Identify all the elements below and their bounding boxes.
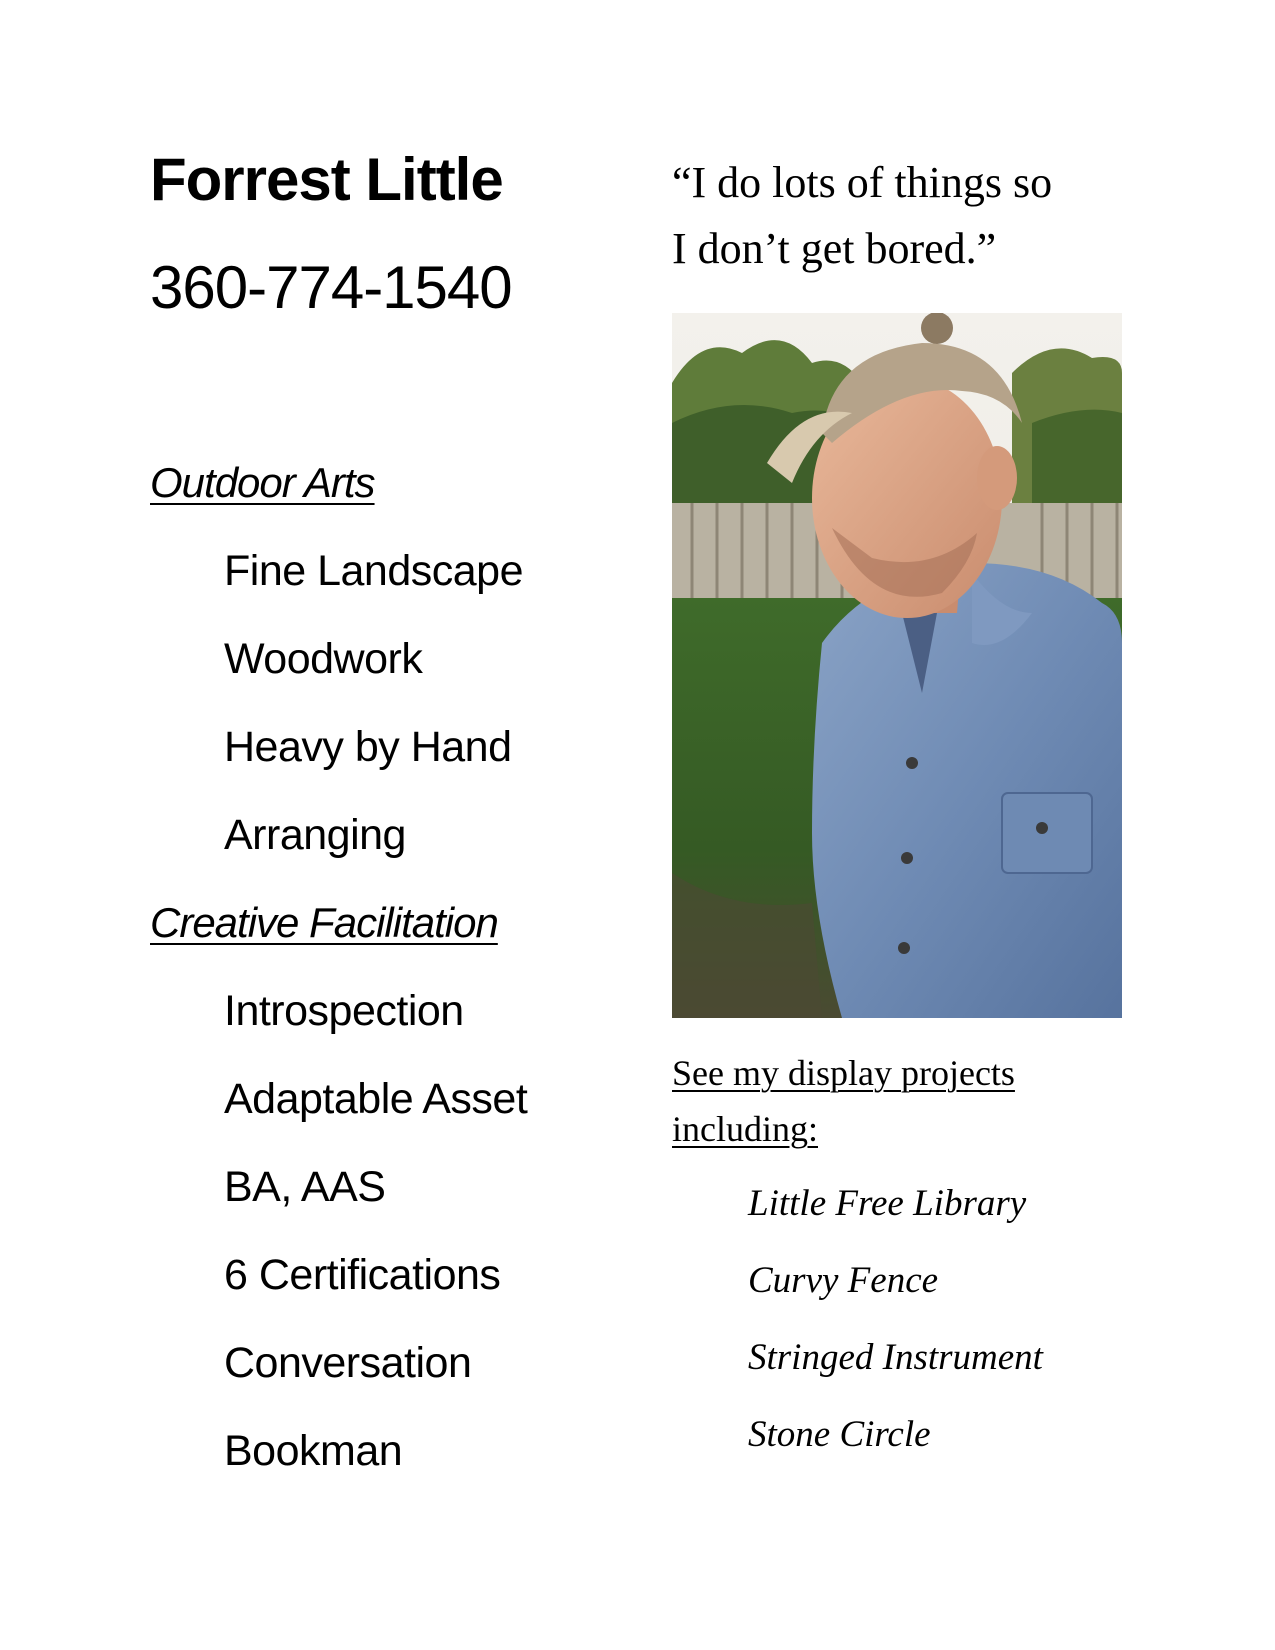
- projects-intro-line: including:: [672, 1109, 818, 1149]
- section-heading: Creative Facilitation: [150, 899, 498, 946]
- phone-number: 360-774-1540: [150, 254, 512, 321]
- quote-line: I don’t get bored.”: [672, 224, 997, 273]
- project-item: Stringed Instrument: [748, 1337, 1043, 1378]
- quote-line: “I do lots of things so: [672, 158, 1053, 207]
- quote: [672, 150, 1142, 282]
- list-item: BA, AAS: [224, 1163, 386, 1211]
- projects-intro-line: See my display projects: [672, 1053, 1015, 1093]
- list-item: Adaptable Asset: [224, 1075, 528, 1123]
- list-item: Woodwork: [224, 635, 423, 683]
- section-list: [150, 976, 630, 1504]
- project-item: Stone Circle: [748, 1414, 931, 1455]
- right-column: [672, 150, 1142, 282]
- projects-section: [672, 1045, 1142, 1479]
- list-item: Heavy by Hand: [224, 723, 512, 771]
- project-item: Little Free Library: [748, 1183, 1027, 1224]
- portrait-illustration: [672, 313, 1122, 1018]
- section-outdoor-arts: [150, 448, 630, 888]
- projects-intro: [672, 1045, 1142, 1157]
- left-column: [150, 146, 630, 1504]
- portrait-photo: [672, 313, 1122, 1018]
- project-item: Curvy Fence: [748, 1260, 939, 1301]
- section-heading: Outdoor Arts: [150, 459, 375, 506]
- list-item: Introspection: [224, 987, 464, 1035]
- section-creative-facilitation: [150, 888, 630, 1504]
- list-item: Fine Landscape: [224, 547, 523, 595]
- person-name: Forrest Little: [150, 146, 503, 213]
- list-item: 6 Certifications: [224, 1251, 501, 1299]
- list-item: Conversation: [224, 1339, 472, 1387]
- list-item: Arranging: [224, 811, 406, 859]
- section-list: [150, 536, 630, 888]
- list-item: Bookman: [224, 1427, 403, 1475]
- projects-list: [672, 1171, 1142, 1479]
